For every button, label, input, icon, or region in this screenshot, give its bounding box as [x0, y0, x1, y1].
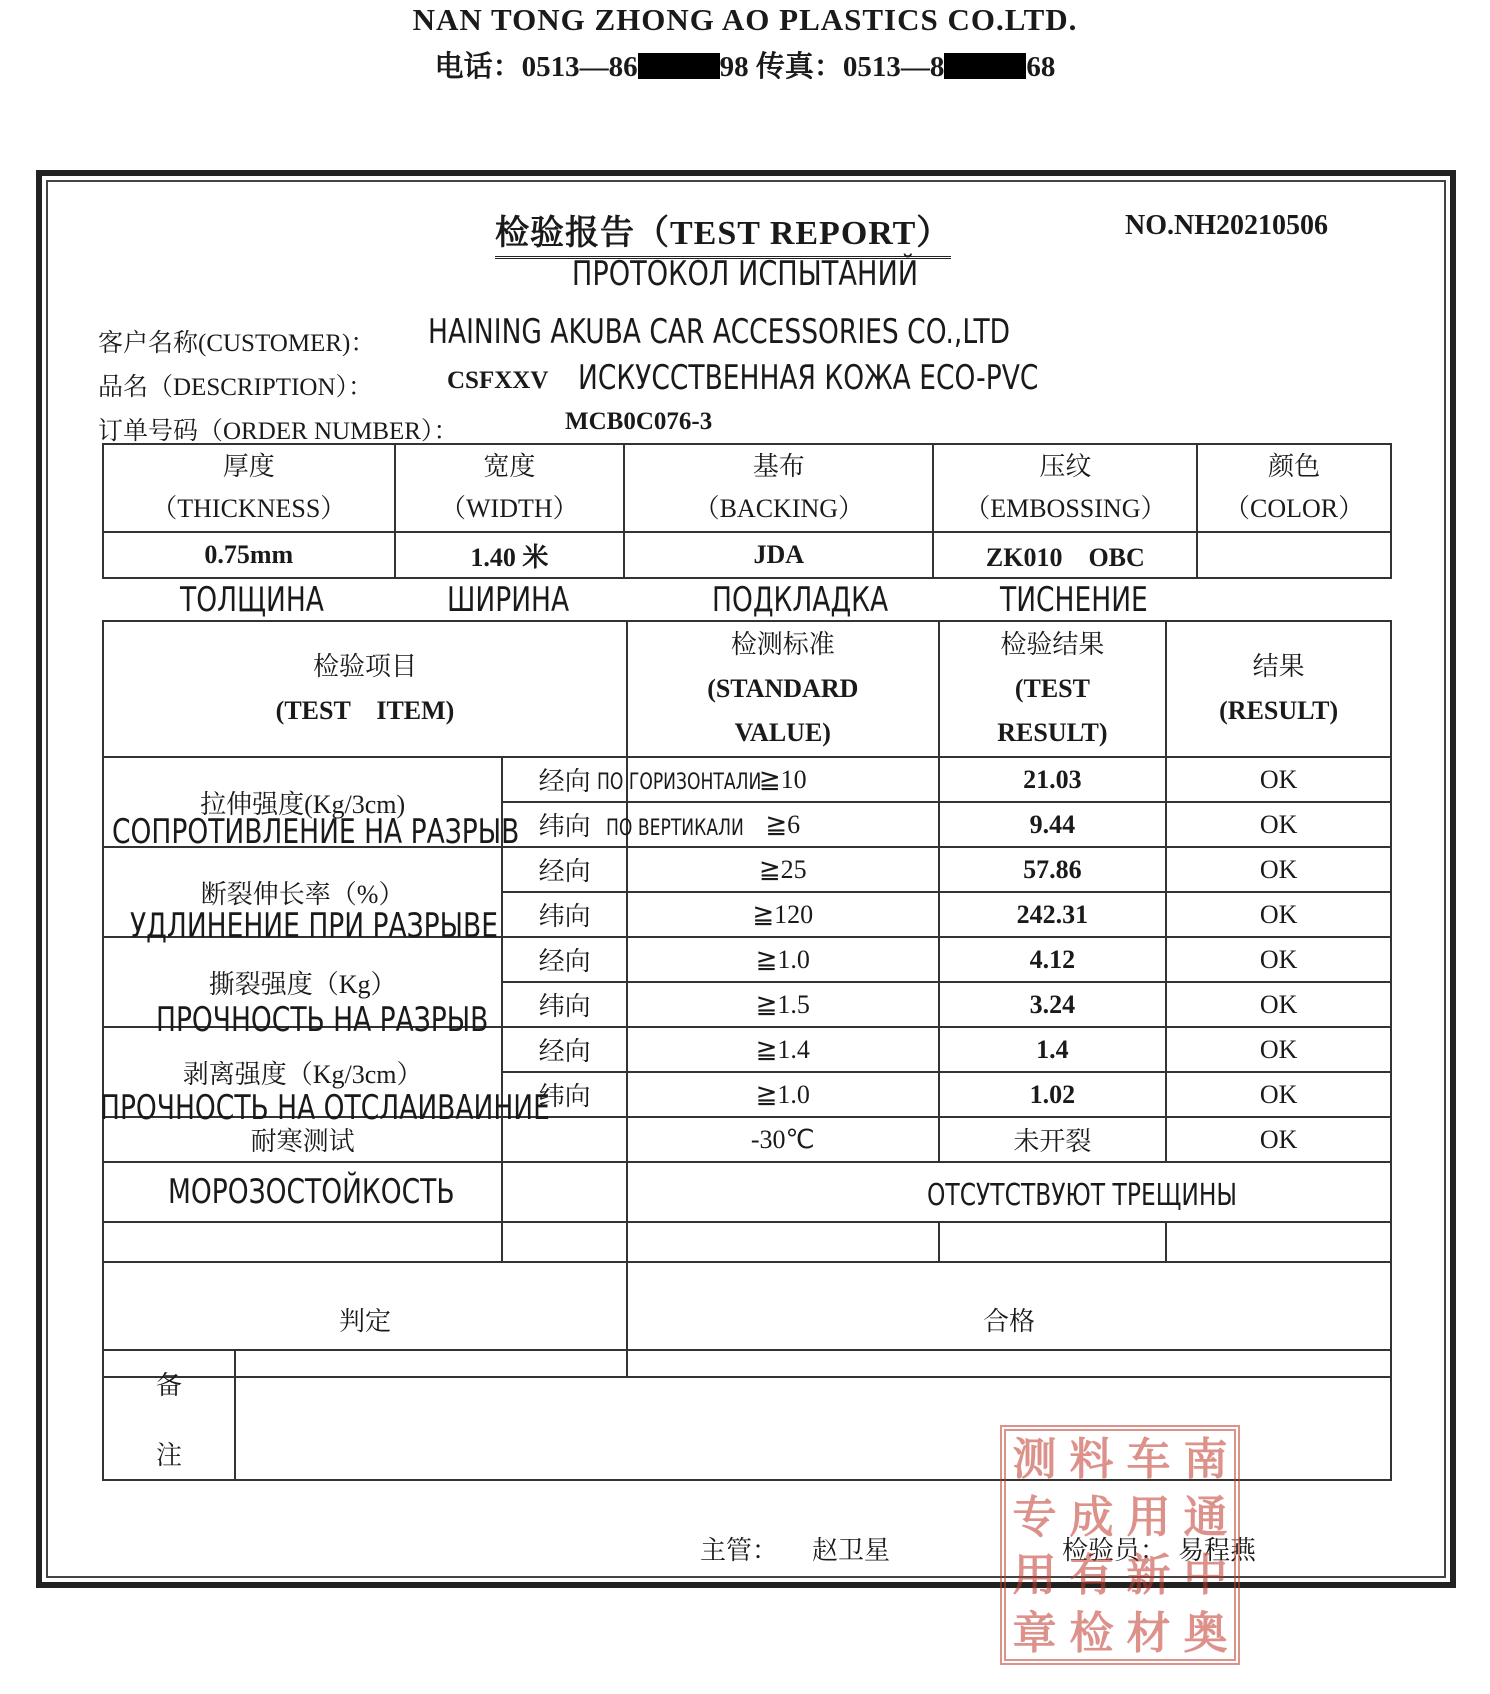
fax-end: 68 — [1026, 51, 1056, 83]
verdict-cell: OK — [1166, 802, 1391, 847]
embossing-value: ZK010 OBC — [933, 532, 1197, 578]
verdict-header: 结果 (RESULT) — [1166, 621, 1391, 757]
result-cell: 1.02 — [939, 1072, 1167, 1117]
report-number: NO.NH20210506 — [1125, 210, 1328, 241]
tel-start: 0513—86 — [521, 51, 638, 83]
stamp-char: 南 — [1183, 1434, 1228, 1485]
stamp-char: 料 — [1069, 1434, 1114, 1485]
embossing-ru: ТИСНЕНИЕ — [1000, 580, 1148, 620]
direction-cell: 经向 — [502, 937, 627, 982]
inspector-name: 易程燕 — [1178, 1536, 1257, 1565]
order-label: 订单号码（ORDER NUMBER）： — [98, 418, 459, 445]
peel-strength-ru: ПРОЧНОСТЬ НА ОТСЛАИВАИНИЕ — [100, 1088, 550, 1128]
stamp-char: 章 — [1012, 1608, 1057, 1659]
test-table — [102, 620, 1392, 1378]
empty-cell — [502, 1162, 627, 1222]
customer-label: 客户名称(CUSTOMER)： — [98, 330, 376, 357]
inspector-label: 检验员： — [1062, 1536, 1167, 1565]
order-value: MCB0C076-3 — [565, 408, 713, 435]
peel-strength-label: 剥离强度（Kg/3cm） — [103, 1027, 502, 1117]
result-cell: 21.03 — [939, 757, 1167, 802]
standard-cell: -30℃ — [627, 1117, 939, 1162]
color-value — [1197, 532, 1391, 578]
empty-cell — [103, 1222, 502, 1262]
backing-header: 基布 （BACKING） — [624, 444, 933, 532]
standard-cell: ≧1.0 — [627, 1072, 939, 1117]
cold-result-ru: ОТСУТСТВУЮТ ТРЕЩИНЫ — [927, 1178, 1238, 1213]
thickness-value: 0.75mm — [103, 532, 395, 578]
test-item-header: 检验项目 (TEST ITEM) — [103, 621, 627, 757]
redaction-bar — [944, 53, 1026, 79]
stamp-char: 检 — [1069, 1608, 1114, 1659]
backing-ru: ПОДКЛАДКА — [712, 580, 889, 620]
company-name: NAN TONG ZHONG AO PLASTICS CO.LTD. — [412, 2, 1078, 37]
standard-cell: ≧1.0 — [627, 937, 939, 982]
stamp-char: 奥 — [1183, 1608, 1228, 1659]
result-cell: 9.44 — [939, 802, 1167, 847]
result-cell: 57.86 — [939, 847, 1167, 892]
standard-cell: ≧10 — [627, 757, 939, 802]
tensile-strength-ru: СОПРОТИВЛЕНИЕ НА РАЗРЫВ — [112, 812, 520, 852]
verdict-cell: OK — [1166, 1027, 1391, 1072]
tel-end: 98 — [719, 51, 749, 83]
thickness-ru: ТОЛЩИНА — [180, 580, 324, 620]
description-code: CSFXXV — [447, 367, 549, 394]
result-cell: 未开裂 — [939, 1117, 1167, 1162]
cold-resistance-label: 耐寒测试 — [103, 1117, 502, 1162]
standard-cell: ≧120 — [627, 892, 939, 937]
fax-start: 0513—8 — [842, 51, 945, 83]
width-header: 宽度 （WIDTH） — [395, 444, 625, 532]
direction-cell: 纬向 — [502, 802, 627, 847]
verdict-cell: OK — [1166, 937, 1391, 982]
remarks-divider — [234, 1351, 236, 1479]
direction-cell: 经向 — [502, 847, 627, 892]
standard-cell: ≧1.4 — [627, 1027, 939, 1072]
stamp-char: 车 — [1126, 1434, 1171, 1485]
stamp-char: 用 — [1012, 1550, 1057, 1601]
warp-direction-ru: ПО ГОРИЗОНТАЛИ — [597, 770, 762, 795]
color-header: 颜色 （COLOR） — [1197, 444, 1391, 532]
verdict-cell: OK — [1166, 982, 1391, 1027]
result-cell: 4.12 — [939, 937, 1167, 982]
thickness-header: 厚度 （THICKNESS） — [103, 444, 395, 532]
stamp-char: 材 — [1126, 1608, 1171, 1659]
result-cell: 242.31 — [939, 892, 1167, 937]
width-value: 1.40 米 — [395, 532, 625, 578]
direction-cell: 经向 — [502, 1027, 627, 1072]
report-title: 检验报告（TEST REPORT） — [495, 205, 951, 259]
stamp-char: 测 — [1012, 1434, 1057, 1485]
direction-cell: 纬向 — [502, 982, 627, 1027]
standard-cell: ≧1.5 — [627, 982, 939, 1027]
verdict-cell: OK — [1166, 892, 1391, 937]
empty-cell — [1166, 1222, 1391, 1262]
judgement-label: 判定 — [103, 1262, 627, 1377]
customer-value: HAINING AKUBA CAR ACCESSORIES CO.,LTD — [428, 312, 1011, 352]
contact-line — [0, 44, 1490, 85]
elongation-label: 断裂伸长率（%） — [103, 847, 502, 937]
remarks-label-2: 注 — [156, 1441, 183, 1471]
stamp-char: 用 — [1126, 1492, 1171, 1543]
verdict-cell: OK — [1166, 847, 1391, 892]
judgement-value: 合格 — [627, 1262, 1391, 1377]
supervisor-name: 赵卫星 — [812, 1536, 891, 1565]
stamp-char: 新 — [1126, 1550, 1171, 1601]
stamp-char: 中 — [1183, 1550, 1228, 1601]
supervisor-label: 主管： — [700, 1536, 779, 1565]
tensile-strength-label: 拉伸强度(Kg/3cm) — [103, 757, 502, 847]
description-ru: ИСКУССТВЕННАЯ КОЖА ECO-PVC — [578, 358, 1039, 398]
direction-cell: 纬向 — [502, 892, 627, 937]
direction-cell: 经向 — [502, 757, 627, 802]
stamp-char: 有 — [1069, 1550, 1114, 1601]
standard-cell: ≧6 — [627, 802, 939, 847]
width-ru: ШИРИНА — [447, 580, 570, 620]
stamp-char: 成 — [1069, 1492, 1114, 1543]
remarks-label-1: 备 — [156, 1371, 183, 1401]
result-cell: 3.24 — [939, 982, 1167, 1027]
empty-cell — [627, 1222, 939, 1262]
report-title-ru: ПРОТОКОЛ ИСПЫТАНИЙ — [571, 254, 919, 294]
backing-value: JDA — [624, 532, 933, 578]
verdict-cell: OK — [1166, 1117, 1391, 1162]
verdict-cell: OK — [1166, 757, 1391, 802]
result-header: 检验结果 (TEST RESULT) — [939, 621, 1167, 757]
embossing-header: 压纹 （EMBOSSING） — [933, 444, 1197, 532]
description-label: 品名（DESCRIPTION）： — [98, 374, 374, 401]
stamp-char: 专 — [1012, 1492, 1057, 1543]
direction-cell: 纬向 — [502, 1072, 627, 1117]
empty-cell — [939, 1222, 1167, 1262]
inspection-seal-stamp — [1000, 1425, 1240, 1665]
tear-strength-label: 撕裂强度（Kg） — [103, 937, 502, 1027]
tear-strength-ru: ПРОЧНОСТЬ НА РАЗРЫВ — [156, 1000, 489, 1040]
standard-cell: ≧25 — [627, 847, 939, 892]
spec-table — [102, 443, 1392, 579]
weft-direction-ru: ПО ВЕРТИКАЛИ — [606, 816, 744, 841]
cold-resistance-ru: МОРОЗОСТОЙКОСТЬ — [168, 1172, 455, 1212]
tel-label: 电话： — [434, 51, 522, 83]
redaction-bar — [638, 53, 720, 79]
standard-header: 检测标准 (STANDARD VALUE) — [627, 621, 939, 757]
verdict-cell: OK — [1166, 1072, 1391, 1117]
elongation-ru: УДЛИНЕНИЕ ПРИ РАЗРЫВЕ — [130, 906, 499, 946]
fax-label: 传真： — [755, 51, 843, 83]
result-cell: 1.4 — [939, 1027, 1167, 1072]
empty-cell — [502, 1222, 627, 1262]
stamp-char: 通 — [1183, 1492, 1228, 1543]
